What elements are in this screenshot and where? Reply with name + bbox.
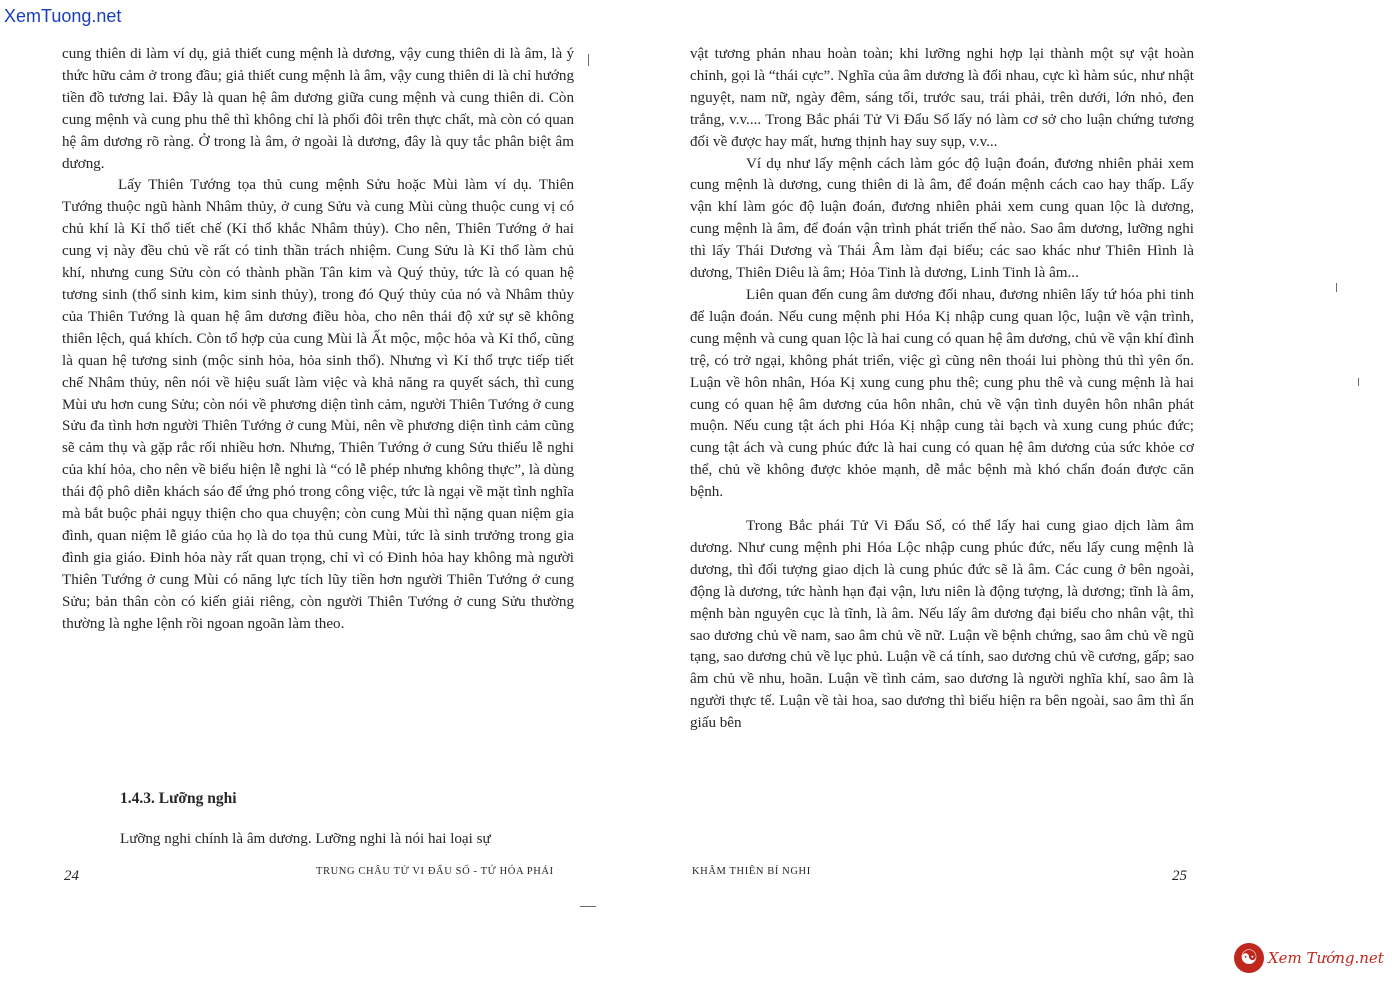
- left-page: [62, 44, 574, 635]
- yin-yang-icon: ☯: [1234, 943, 1264, 973]
- right-page-number: 25: [1172, 868, 1187, 884]
- left-page-number: 24: [64, 868, 79, 884]
- left-running-footer: TRUNG CHÂU TỬ VI ĐẨU SỐ - TỨ HÓA PHÁI: [316, 866, 554, 877]
- margin-mark: [1358, 378, 1359, 386]
- left-paragraph-1: cung thiên di làm ví dụ, giả thiết cung mệnh là dương, vậy cung thiên di là âm, là ý thức hữu cảm ở trong đầu; giả thiết cung mệnh là âm, vậy cung thiên di là chỉ hướng tiền đồ tương lai. Đây là quan hệ âm dương giữa cung mệnh và cung thiên di. Còn cung mệnh và cung phu thê thì không chỉ là phối đôi trên thực chất, mà còn có quan hệ âm dương rõ ràng. Ở trong là âm, ở ngoài là dương, đây là quy tắc phân biệt âm dương.: [62, 46, 574, 172]
- section-body: Lưỡng nghi chính là âm dương. Lưỡng nghi là nói hai loại sự: [120, 831, 491, 847]
- margin-mark: [1336, 283, 1337, 292]
- right-page: [690, 44, 1194, 735]
- brand-watermark: [1234, 940, 1384, 976]
- right-running-header: KHÂM THIÊN BÍ NGHI: [692, 866, 811, 877]
- right-paragraph-4: Trong Bắc phái Tử Vi Đẩu Số, có thể lấy hai cung giao dịch làm âm dương. Như cung mệnh phi Hóa Lộc nhập cung phúc đức, nếu lấy cung mệnh là dương, thì đối tượng giao dịch là cung phúc đức sẽ là âm. Các cung ở bên ngoài, động là dương, tức hành hạn đại vận, lưu niên là động tượng, là dương; tĩnh là âm, mệnh bàn nguyên cục là tĩnh, là âm. Nếu lấy âm dương đại biểu cho nhân vật, thì sao dương chủ về nam, sao âm chủ về nữ. Luận về bệnh chứng, sao âm chủ về ngũ tạng, sao dương chủ về lục phủ. Luận về cá tính, sao dương chủ về cương, gấp; sao âm chủ về nhu, hoãn. Luận về tình cảm, sao dương là người nghĩa khí, sao âm là người thực tế. Luận về tài hoa, sao dương thì biểu hiện ra bên ngoài, sao âm thì ẩn giấu bên: [690, 518, 1194, 732]
- brand-text: Xem Tướng.net: [1268, 949, 1384, 967]
- gutter-mark: [588, 54, 589, 66]
- right-paragraph-2: Ví dụ như lấy mệnh cách làm góc độ luận đoán, đương nhiên phải xem cung mệnh là dương, cung thiên di là âm, để đoán mệnh cách cao hay thấp. Lấy vận khí làm góc độ luận đoán, đương nhiên phải xem cung quan lộc là dương, cung mệnh là âm, để đoán vận trình phát triển thế nào. Sao âm dương, lưỡng nghi thì lấy Thái Dương và Thái Âm làm đại biểu; các sao khác như Thiên Hình là dương, Thiên Diêu là âm; Hỏa Tinh là dương, Linh Tinh là âm...: [690, 155, 1194, 282]
- right-paragraph-3: Liên quan đến cung âm dương đối nhau, đương nhiên lấy tứ hóa phi tinh để luận đoán. Nếu cung mệnh phi Hóa Kị nhập cung quan lộc, luận về vận trình, cung mệnh và cung quan lộc là hai cung có quan hệ âm dương, chủ về vận khí đình trệ, có trở ngại, không phát triển, việc gì cũng nên thoái lui phòng thủ thì yên ổn. Luận về hôn nhân, Hóa Kị xung cung phu thê; cung phu thê và cung mệnh là hai cung có quan hệ âm dương của hôn nhân, chủ về vận tình duyên hôn nhân phát muộn. Nếu cung tật ách phi Hóa Kị nhập cung tài bạch và xung cung phúc đức; cung tật ách và cung phúc đức là hai cung có quan hệ âm dương của sức khỏe cơ thể, chủ về không được khỏe mạnh, dễ mắc bệnh mà khó chẩn đoán được căn bệnh.: [690, 286, 1194, 501]
- section-heading: 1.4.3. Lưỡng nghi: [120, 790, 237, 807]
- site-watermark: XemTuong.net: [4, 6, 122, 26]
- left-paragraph-2: Lấy Thiên Tướng tọa thủ cung mệnh Sửu hoặc Mùi làm ví dụ. Thiên Tướng thuộc ngũ hành Nhâm thủy, ở cung Sửu và cung Mùi cùng thuộc cung vị có chủ khí là Kỉ thổ tiết chế (Kỉ thổ khắc Nhâm thủy). Cho nên, Thiên Tướng ở hai cung vị này đều chủ về rất có tinh thần trách nhiệm. Cung Sửu là Kỉ thổ làm chủ khí, nhưng cung Sửu còn có thành phần Tân kim và Quý thủy, tức là có quan hệ tương sinh (thổ sinh kim, kim sinh thủy), trong đó Quý thủy của nó và Nhâm thủy của Thiên Tướng là quan hệ âm dương điều hòa, cho nên thái độ xử sự sẽ không thiên lệch, quá khích. Còn tổ hợp của cung Mùi là Ất mộc, mộc hỏa và Kỉ thổ, cũng là quan hệ tương sinh (mộc sinh hỏa, hỏa sinh thổ). Nhưng vì Kỉ thổ trực tiếp tiết chế Nhâm thủy, nên nói về hiệu suất làm việc và khả năng ra quyết sách, thì cung Mùi ưu hơn cung Sửu; còn nói về phương diện tình cảm, người Thiên Tướng ở cung Sửu đa tình hơn người Thiên Tướng ở cung Mùi, nên về phương diện tình cảm cũng sẽ cảm thụ và gặp rắc rối nhiều hơn. Nhưng, Thiên Tướng ở cung Sửu thiếu lễ nghi của khí hỏa, cho nên về biểu hiện lễ nghi là “có lễ phép nhưng không thực”, là dùng thái độ phô diễn khách sáo để ứng phó trong công việc, tức là ngại về mặt tình nghĩa mà bắt buộc phải ngụy thiện cho qua chuyện; còn cung Mùi thì nặng quan niệm gia đình, quan niệm lễ giáo của họ là do tọa thủ cung Mùi, tức là sinh trưởng trong gia đình gia giáo. Đinh hỏa này rất quan trọng, chỉ vì có Đinh hỏa hay không mà người Thiên Tướng ở cung Mùi có năng lực tích lũy tiền hơn người Thiên Tướng ở cung Sửu; bản thân còn có kiến giải riêng, còn người Thiên Tướng ở cung Sửu thường thường là nghe lệnh rồi ngoan ngoãn làm theo.: [62, 177, 574, 632]
- right-paragraph-1: vật tương phản nhau hoàn toàn; khi lưỡng nghi hợp lại thành một sự vật hoàn chỉnh, gọi là “thái cực”. Nghĩa của âm dương là đối nhau, cực kì hàm súc, như nhật nguyệt, nam nữ, ngày đêm, sáng tối, trước sau, trái phải, trên dưới, lớn nhỏ, đen trắng, v.v.... Trong Bắc phái Tử Vi Đẩu Số lấy nó làm cơ sở cho luận chứng tương đối về được hay mất, hưng thịnh hay suy sụp, v.v...: [690, 46, 1194, 150]
- gutter-mark: [580, 906, 596, 907]
